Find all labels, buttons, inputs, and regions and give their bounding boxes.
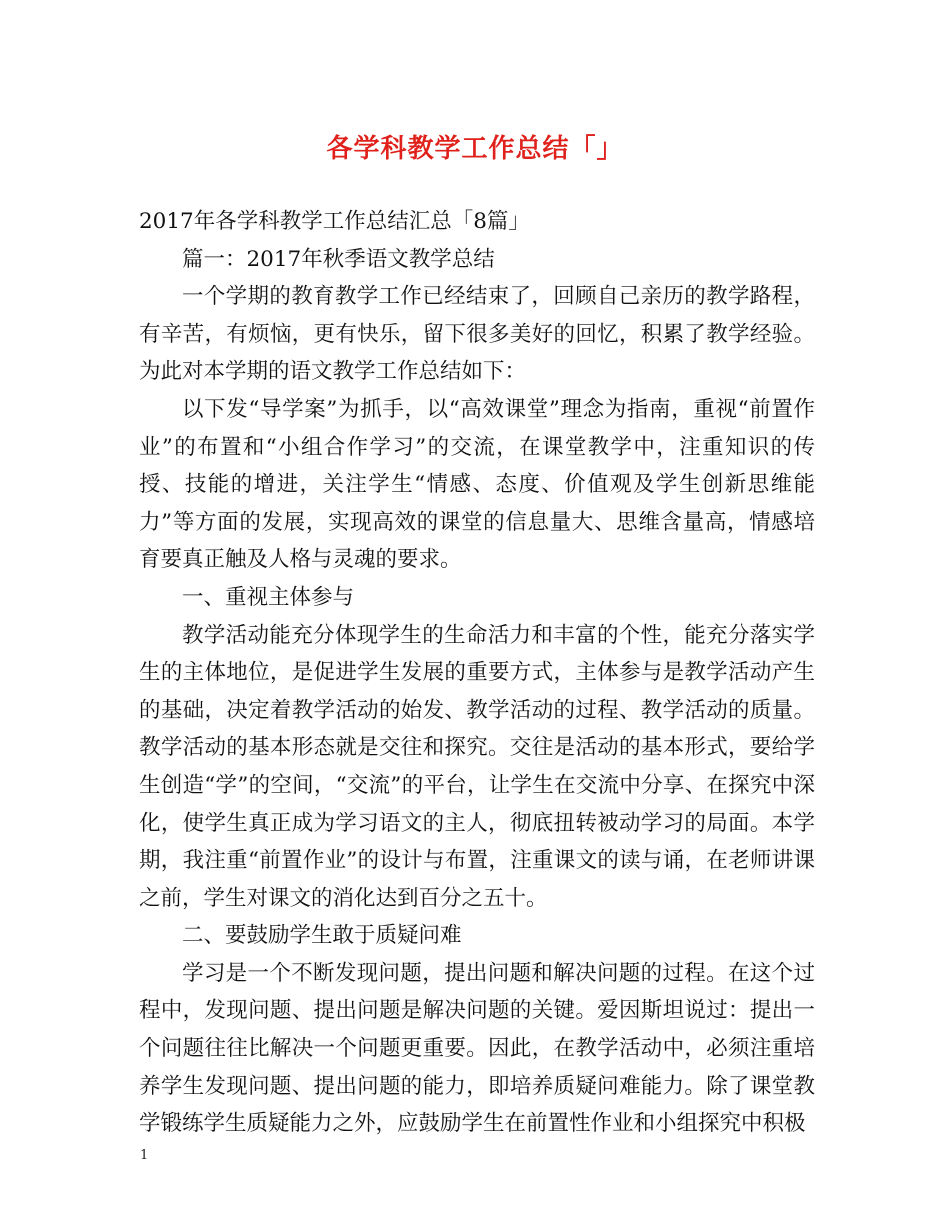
document-title: 各学科教学工作总结「」 <box>326 134 624 164</box>
body-paragraph: 教学活动能充分体现学生的生命活力和丰富的个性，能充分落实学生的主体地位，是促进学生发展的重要方式，主体参与是教学活动产生的基础，决定着教学活动的始发、教学活动的过程、教学活动的质量。教学活动的基本形态就是交往和探究。交往是活动的基本形式，要给学生创造“学”的空间，“交流”的平台，让学生在交流中分享、在探究中深化，使学生真正成为学习语文的主人，彻底扭转被动学习的局面。本学期，我注重“前置作业”的设计与布置，注重课文的读与诵，在老师讲课之前，学生对课文的消化达到百分之五十。 <box>139 622 815 911</box>
body-paragraph: 学习是一个不断发现问题，提出问题和解决问题的过程。在这个过程中，发现问题、提出问题是解决问题的关键。爱因斯坦说过：提出一个问题往往比解决一个问题更重要。因此，在教学活动中，必须注重培养学生发现问题、提出问题的能力，即培养质疑问难能力。除了课堂教学锻练学生质疑能力之外，应鼓励学生在前置性作业和小组探究中积极 <box>139 960 815 1137</box>
page-number: 1 <box>140 1148 149 1163</box>
section-heading: 二、要鼓励学生敢于质疑问难 <box>182 923 462 949</box>
body-paragraph: 一个学期的教育教学工作已经结束了，回顾自己亲历的教学路程，有辛苦，有烦恼，更有快乐，留下很多美好的回忆，积累了教学经验。为此对本学期的语文教学工作总结如下： <box>139 284 815 385</box>
article-heading: 篇一：2017年秋季语文教学总结 <box>182 246 495 272</box>
collection-heading: 2017年各学科教学工作总结汇总「8篇」 <box>139 209 530 234</box>
document-body <box>139 203 815 1143</box>
body-paragraph: 以下发“导学案”为抓手，以“高效课堂”理念为指南，重视“前置作业”的布置和“小组合作学习”的交流，在课堂教学中，注重知识的传授、技能的增进，关注学生“情感、态度、价值观及学生创新思维能力”等方面的发展，实现高效的课堂的信息量大、思维含量高，情感培育要真正触及人格与灵魂的要求。 <box>139 396 815 573</box>
section-heading: 一、重视主体参与 <box>182 584 355 610</box>
